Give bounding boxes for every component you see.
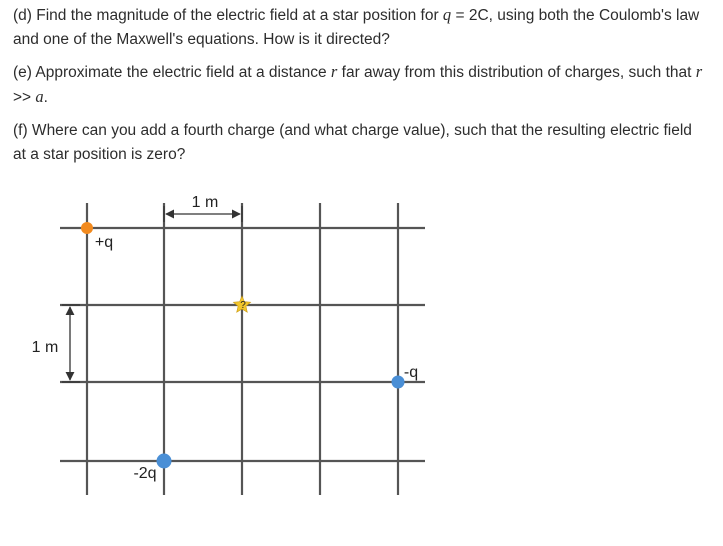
charge-negative-bottom-dot bbox=[157, 454, 172, 469]
part-f-line-1: (f) Where can you add a fourth charge (and what charge value), such that the resulting electric field bbox=[13, 122, 692, 139]
dimension-vertical bbox=[32, 305, 80, 382]
charge-negative-bottom bbox=[133, 454, 171, 483]
part-e-variable-a: a bbox=[35, 87, 44, 106]
charge-negative-right-dot bbox=[392, 376, 405, 389]
part-e-variable-r2: r bbox=[695, 62, 703, 81]
part-e-period: . bbox=[43, 89, 48, 106]
charge-positive bbox=[81, 222, 113, 251]
charge-negative-bottom-label: -2q bbox=[133, 465, 157, 482]
part-e-text: (e) Approximate the electric field at a distance bbox=[13, 64, 331, 81]
part-f-line-2: at a star position is zero? bbox=[13, 146, 186, 163]
charge-negative-right-label: -q bbox=[403, 364, 419, 381]
star-marker bbox=[233, 296, 250, 312]
part-e-variable-r: r bbox=[330, 62, 338, 81]
part-d-line-2: and one of the Maxwell's equations. How is it directed? bbox=[13, 31, 390, 48]
dimension-horizontal-label: 1 m bbox=[191, 194, 219, 211]
charge-negative-right bbox=[392, 364, 419, 389]
grid-lines bbox=[60, 203, 425, 495]
part-d-variable-q: q bbox=[442, 5, 452, 24]
star-label: ? bbox=[240, 300, 246, 311]
charge-positive-dot bbox=[81, 222, 93, 234]
part-e-much-greater: >> bbox=[13, 89, 36, 106]
part-d-text-end: = 2C, using both the Coulomb's law bbox=[451, 7, 700, 24]
part-d-text: (d) Find the magnitude of the electric field at a star position for bbox=[13, 7, 443, 24]
dimension-vertical-label: 1 m bbox=[31, 339, 59, 356]
part-e-text-mid: far away from this distribution of charges, such that bbox=[337, 64, 696, 81]
charge-positive-label: +q bbox=[94, 234, 114, 251]
dimension-horizontal bbox=[164, 194, 242, 222]
